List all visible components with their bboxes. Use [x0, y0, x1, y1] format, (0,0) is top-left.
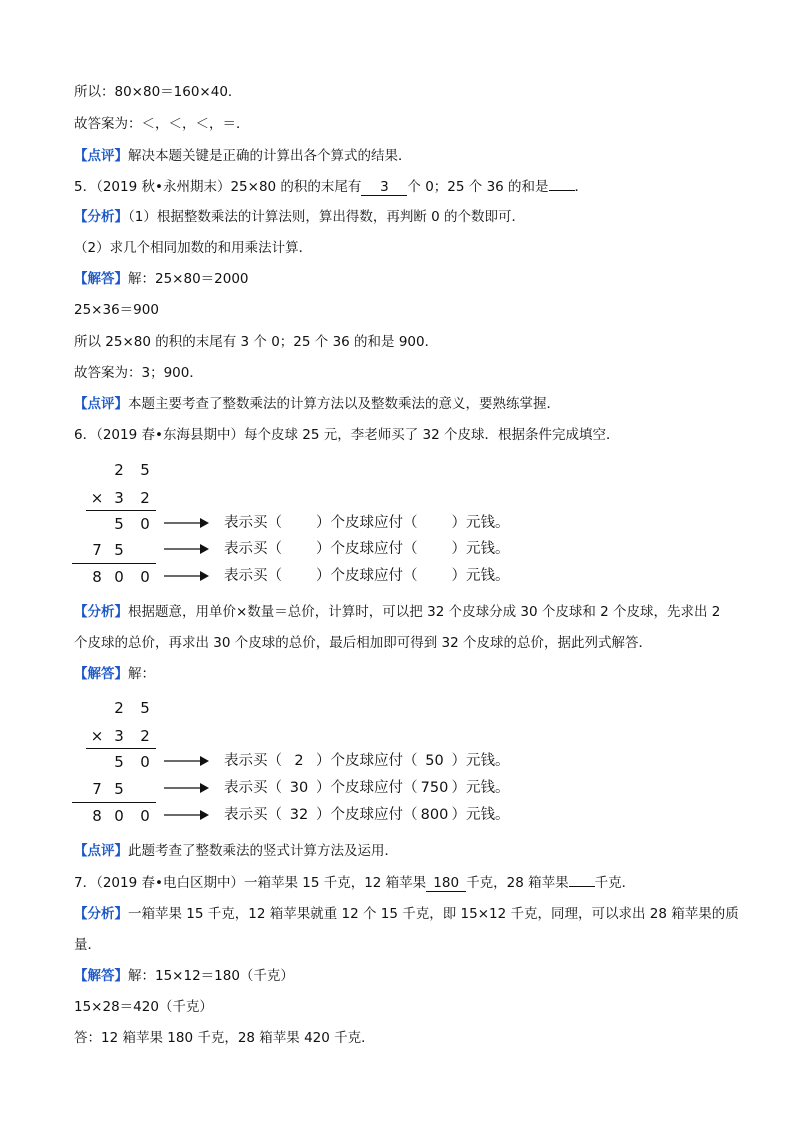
arrow-right-icon	[162, 780, 210, 796]
review-text: 解决本题关键是正确的计算出各个算式的结果．	[128, 148, 412, 164]
q7-final-answer: 答：12 箱苹果 180 千克，28 箱苹果 420 千克．	[74, 1030, 375, 1046]
times-sign: ×	[90, 489, 104, 507]
filled-price: 800	[420, 807, 449, 823]
desc-part: ）个皮球应付（	[316, 807, 418, 823]
q7-mid: 千克，28 箱苹果	[466, 875, 569, 891]
q6-analysis-1	[74, 602, 720, 622]
q7-end: 千克．	[594, 875, 636, 891]
calc-digit: 0	[140, 568, 150, 586]
calc-digit: 0	[140, 515, 150, 533]
q5-analysis-2: （2）求几个相同加数的和用乘法计算．	[74, 240, 313, 256]
calc-digit: 8	[92, 807, 102, 825]
analysis-tag: 【分析】	[74, 604, 128, 620]
solution-tag: 【解答】	[74, 271, 128, 287]
filled-count: 32	[289, 807, 309, 823]
desc-part: ）个皮球应付（	[316, 515, 418, 531]
q5-mid: 个 0；25 个 36 的和是	[407, 179, 549, 195]
q7-solution-1	[74, 966, 294, 986]
solution-tag: 【解答】	[74, 968, 128, 984]
q6-blank-desc-3	[224, 566, 510, 586]
q7-analysis-2: 量．	[74, 937, 101, 953]
q6-blank-desc-2	[224, 539, 510, 559]
solution-text: 解：15×12＝180（千克）	[128, 968, 294, 984]
calc-digit: 0	[114, 807, 124, 825]
filled-price: 50	[425, 753, 444, 769]
filled-count: 2	[294, 753, 304, 769]
review-tag: 【点评】	[74, 396, 128, 412]
calc-digit: 5	[114, 541, 124, 559]
desc-part: ）个皮球应付（	[316, 568, 418, 584]
desc-part: 表示买（	[224, 515, 282, 531]
review-tag: 【点评】	[74, 843, 128, 859]
q5-end: ．	[574, 179, 589, 195]
desc-part: ）个皮球应付（	[316, 753, 418, 769]
calc-digit: 0	[140, 807, 150, 825]
solution-text: 解：25×80＝2000	[128, 271, 249, 287]
desc-part: 表示买（	[224, 753, 282, 769]
calc-digit: 5	[114, 515, 124, 533]
q7-prefix: 7．（2019 春•电白区期中）一箱苹果 15 千克，12 箱苹果	[74, 875, 427, 891]
desc-part: ）元钱。	[451, 515, 510, 531]
calc-digit: 0	[114, 568, 124, 586]
q5-stem	[74, 176, 588, 197]
solution-tag: 【解答】	[74, 666, 128, 682]
q5-answer-blank-1: 3	[361, 179, 407, 196]
q5-prefix: 5．（2019 秋•永州期末）25×80 的积的末尾有	[74, 179, 362, 195]
desc-part: ）个皮球应付（	[316, 541, 418, 557]
analysis-text: 根据题意，用单价×数量＝总价，计算时，可以把 32 个皮球分成 30 个皮球和 2 个皮球，先求出 2	[128, 604, 721, 620]
desc-part: ）元钱。	[451, 780, 510, 796]
arrow-right-icon	[162, 807, 210, 823]
review-text: 本题主要考查了整数乘法的计算方法以及整数乘法的意义，要熟练掌握．	[128, 396, 560, 412]
desc-part: 表示买（	[224, 541, 282, 557]
arrow-right-icon	[162, 568, 210, 584]
desc-part: ）元钱。	[451, 753, 510, 769]
desc-part: 表示买（	[224, 807, 282, 823]
q5-solution-3: 所以 25×80 的积的末尾有 3 个 0；25 个 36 的和是 900．	[74, 334, 439, 350]
review-text: 此题考查了整数乘法的竖式计算方法及运用．	[128, 843, 398, 859]
calc-digit: 0	[140, 753, 150, 771]
calc-digit: 7	[92, 780, 102, 798]
q5-review	[74, 394, 560, 414]
intro-line-1: 所以：80×80＝160×40．	[74, 84, 242, 100]
q6-filled-desc-1	[224, 751, 510, 771]
calc-digit: 3	[114, 727, 124, 745]
q7-solution-2: 15×28＝420（千克）	[74, 999, 213, 1015]
arrow-right-icon	[162, 753, 210, 769]
q7-answer-blank-1: 180	[426, 875, 466, 892]
desc-part: ）个皮球应付（	[316, 780, 418, 796]
arrow-right-icon	[162, 541, 210, 557]
arrow-right-icon	[162, 515, 210, 531]
q7-answer-blank-2	[569, 872, 595, 887]
calc-digit: 5	[114, 753, 124, 771]
q6-analysis-2: 个皮球的总价，再求出 30 个皮球的总价，最后相加即可得到 32 个皮球的总价，据此列式解答．	[74, 635, 653, 651]
q5-answer: 故答案为：3；900．	[74, 365, 203, 381]
q6-solution-head	[74, 664, 155, 684]
review-tag: 【点评】	[74, 148, 128, 164]
filled-count: 30	[289, 780, 309, 796]
times-sign: ×	[90, 727, 104, 745]
analysis-text: （1）根据整数乘法的计算法则，算出得数，再判断 0 的个数即可．	[128, 209, 526, 225]
calc-digit: 8	[92, 568, 102, 586]
calc-rule	[72, 802, 156, 803]
q5-analysis-1	[74, 207, 525, 227]
intro-line-2: 故答案为：＜，＜，＜，＝．	[74, 116, 250, 132]
calc-digit: 3	[114, 489, 124, 507]
desc-part: 表示买（	[224, 568, 282, 584]
analysis-tag: 【分析】	[74, 906, 128, 922]
analysis-text: 一箱苹果 15 千克，12 箱苹果就重 12 个 15 千克，即 15×12 千克，同理，可以求出 28 箱苹果的质	[128, 906, 739, 922]
calc-digit: 7	[92, 541, 102, 559]
calc-digit: 2	[140, 727, 150, 745]
desc-part: ）元钱。	[451, 541, 510, 557]
calc-digit: 2	[114, 461, 124, 479]
calc-rule	[86, 748, 156, 749]
q6-filled-desc-3	[224, 805, 510, 825]
q7-analysis-1	[74, 904, 739, 924]
calc-digit: 5	[140, 461, 150, 479]
calc-digit: 2	[114, 699, 124, 717]
intro-review	[74, 146, 412, 166]
q5-solution-1	[74, 269, 249, 289]
calc-rule	[72, 563, 156, 564]
q6-stem: 6．（2019 春•东海县期中）每个皮球 25 元，李老师买了 32 个皮球．根据条件完成填空．	[74, 427, 620, 443]
calc-digit: 2	[140, 489, 150, 507]
q5-solution-2: 25×36＝900	[74, 302, 159, 318]
q7-stem	[74, 872, 635, 893]
calc-rule	[86, 510, 156, 511]
desc-part: ）元钱。	[451, 807, 510, 823]
solution-text: 解：	[128, 666, 155, 682]
calc-digit: 5	[114, 780, 124, 798]
desc-part: 表示买（	[224, 780, 282, 796]
filled-price: 750	[420, 780, 449, 796]
q6-filled-desc-2	[224, 778, 510, 798]
analysis-tag: 【分析】	[74, 209, 128, 225]
q6-blank-desc-1	[224, 513, 510, 533]
q6-review	[74, 841, 398, 861]
calc-digit: 5	[140, 699, 150, 717]
q5-answer-blank-2	[549, 176, 575, 191]
desc-part: ）元钱。	[451, 568, 510, 584]
